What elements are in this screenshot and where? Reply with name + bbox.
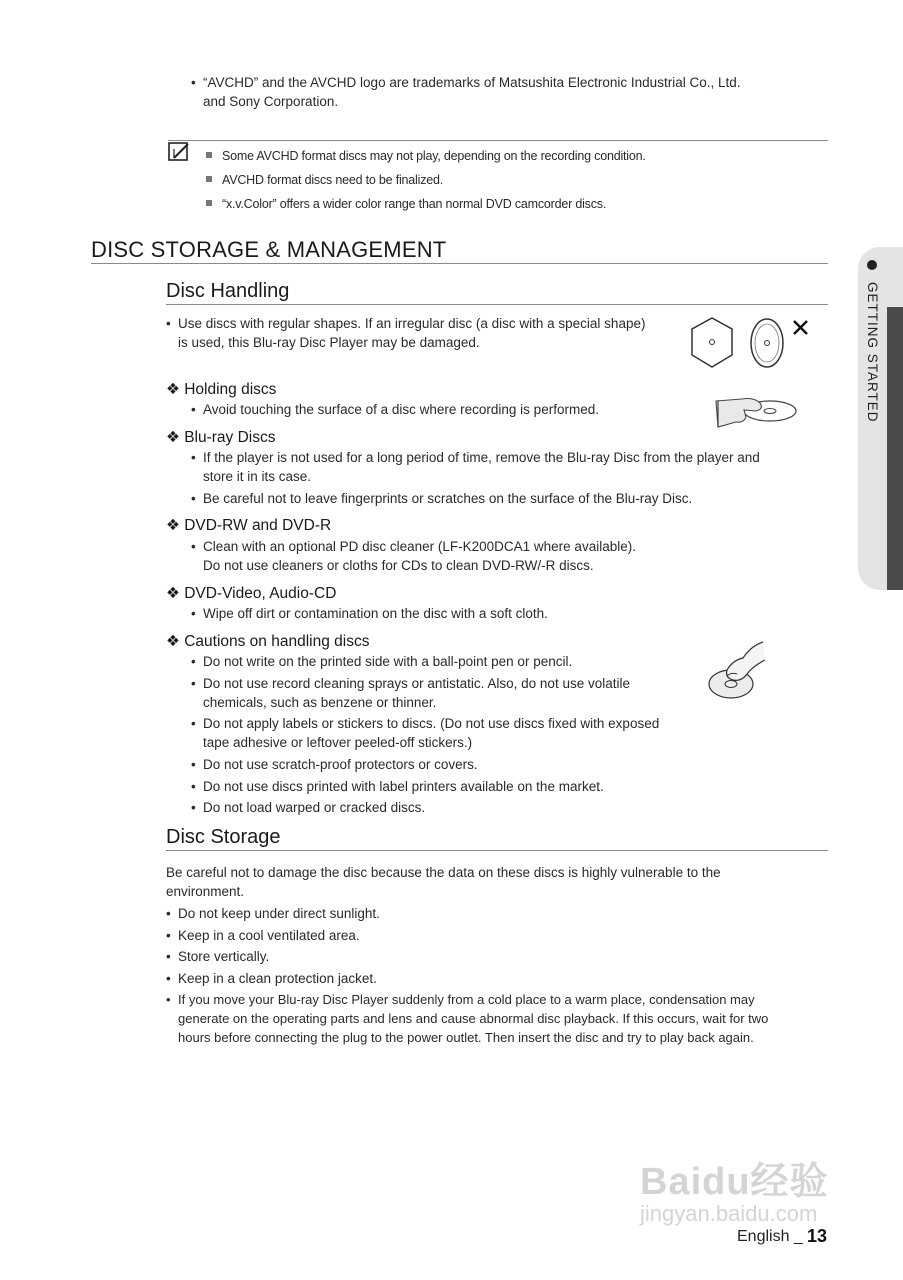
storage-item: • Keep in a clean protection jacket.	[166, 971, 377, 986]
storage-item: • Keep in a cool ventilated area.	[166, 928, 360, 943]
note-item: Some AVCHD format discs may not play, depending on the recording condition.	[206, 149, 646, 163]
dvd-video-heading: ❖ DVD-Video, Audio-CD	[166, 585, 337, 602]
disc-storage-rule	[166, 850, 828, 851]
dvd-video-item: • Wipe off dirt or contamination on the disc with a soft cloth.	[191, 606, 548, 621]
caution-item: • Do not load warped or cracked discs.	[191, 800, 426, 815]
storage-item: • If you move your Blu-ray Disc Player suddenly from a cold place to a warm place, condensation may generate on the operating parts and lens and cause abnormal disc playback. If this occurs, wait for two hours before connecting the plug to the power outlet. Then insert the disc and try to play back again.	[166, 992, 769, 1045]
cleaning-disc-illustration	[703, 638, 771, 702]
chapter-side-tab-marker	[887, 307, 903, 590]
caution-item: • Do not use discs printed with label printers available on the market.	[191, 779, 604, 794]
trademark-line2: and Sony Corporation.	[203, 94, 339, 109]
bluray-item: • Be careful not to leave fingerprints or scratches on the surface of the Blu-ray Disc.	[191, 491, 693, 506]
watermark-main: Baidu经验	[640, 1161, 829, 1203]
watermark	[640, 1150, 829, 1227]
note-icon	[168, 142, 192, 162]
storage-item: • Store vertically.	[166, 949, 270, 964]
storage-item: • Do not keep under direct sunlight.	[166, 906, 380, 921]
watermark-sub: jingyan.baidu.com	[640, 1201, 818, 1226]
dvdrw-heading: ❖ DVD-RW and DVD-R	[166, 517, 332, 534]
bullet-dot-icon	[867, 260, 877, 270]
note-rule	[168, 140, 828, 141]
bluray-discs-heading: ❖ Blu-ray Discs	[166, 429, 276, 446]
caution-item: • Do not use scratch-proof protectors or covers.	[191, 757, 478, 772]
cautions-heading: ❖ Cautions on handling discs	[166, 633, 370, 650]
trademark-bullet: • “AVCHD” and the AVCHD logo are trademarks of Matsushita Electronic Industrial Co., Ltd. and Sony Corporation.	[191, 73, 831, 111]
footer-language: English _	[737, 1228, 803, 1245]
holding-item: • Avoid touching the surface of a disc where recording is performed.	[191, 402, 599, 417]
disc-handling-title: Disc Handling	[166, 280, 290, 302]
holding-discs-heading: ❖ Holding discs	[166, 381, 277, 398]
dvdrw-item: • Clean with an optional PD disc cleaner (LF-K200DCA1 where available). Do not use cleaners or cloths for CDs to clean DVD-RW/-R discs.	[191, 539, 636, 573]
disc-handling-intro: • Use discs with regular shapes. If an irregular disc (a disc with a special shape) is used, this Blu-ray Disc Player may be damaged.	[166, 316, 646, 350]
hand-holding-disc-illustration	[714, 391, 798, 431]
disc-storage-title: Disc Storage	[166, 826, 281, 848]
note-item: “x.v.Color” offers a wider color range than normal DVD camcorder discs.	[206, 197, 606, 211]
page-number: 13	[807, 1226, 828, 1246]
section-rule	[91, 263, 828, 264]
chapter-side-tab-label: GETTING STARTED	[865, 282, 880, 423]
caution-item: • Do not apply labels or stickers to discs. (Do not use discs fixed with exposed tape adhesive or leftover peeled-off stickers.)	[191, 716, 660, 750]
section-title: DISC STORAGE & MANAGEMENT	[91, 237, 447, 262]
note-item: AVCHD format discs need to be finalized.	[206, 173, 443, 187]
caution-item: • Do not use record cleaning sprays or antistatic. Also, do not use volatile chemicals, such as benzene or thinner.	[191, 676, 630, 710]
irregular-disc-illustration	[688, 315, 812, 371]
disc-storage-intro: Be careful not to damage the disc because the data on these discs is highly vulnerable to the environment.	[166, 865, 721, 899]
bluray-item: • If the player is not used for a long period of time, remove the Blu-ray Disc from the player and store it in its case.	[191, 450, 760, 484]
trademark-line1: “AVCHD” and the AVCHD logo are trademarks of Matsushita Electronic Industrial Co., Ltd.	[203, 75, 741, 90]
disc-handling-rule	[166, 304, 828, 305]
caution-item: • Do not write on the printed side with a ball-point pen or pencil.	[191, 654, 573, 669]
